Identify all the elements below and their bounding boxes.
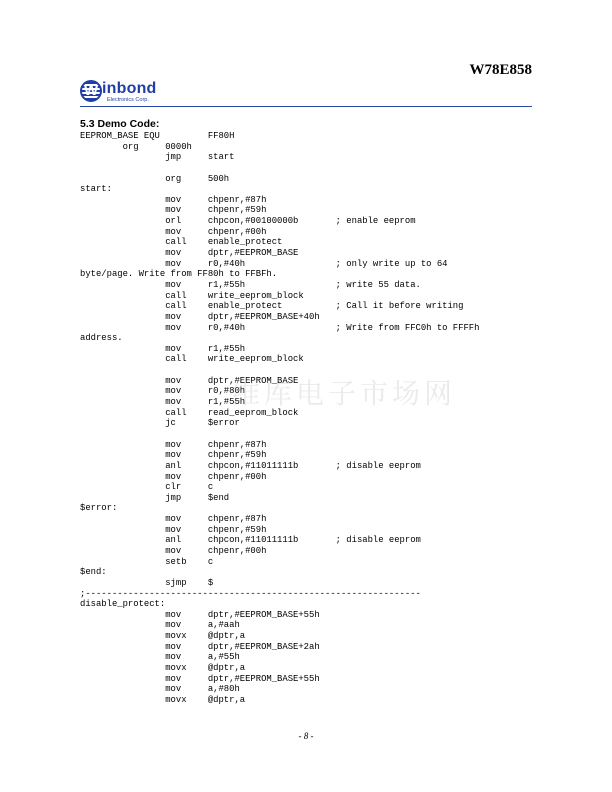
code-line: mov dptr,#EEPROM_BASE+40h xyxy=(80,311,320,322)
section-heading: 5.3 Demo Code: xyxy=(80,118,160,130)
code-line: call read_eeprom_block xyxy=(80,407,299,418)
code-line: byte/page. Write from FF80h to FFBFh. xyxy=(80,269,278,280)
logo-letter: W xyxy=(84,82,99,99)
code-line: anl chpcon,#11011111b ; disable eeprom xyxy=(80,460,421,471)
code-line: $error: xyxy=(80,503,118,514)
code-line: $end: xyxy=(80,567,107,578)
code-line: mov r1,#55h xyxy=(80,397,246,408)
code-line: movx @dptr,a xyxy=(80,694,246,705)
code-line: anl chpcon,#11011111b ; disable eeprom xyxy=(80,535,421,546)
code-line: mov r1,#55h xyxy=(80,343,246,354)
code-line: mov dptr,#EEPROM_BASE+2ah xyxy=(80,641,320,652)
code-line: mov dptr,#EEPROM_BASE+55h xyxy=(80,609,320,620)
page-number: - 8 - xyxy=(298,731,314,741)
code-line: setb c xyxy=(80,556,214,567)
code-line: org 0000h xyxy=(80,141,192,152)
code-line: mov chpenr,#87h xyxy=(80,194,267,205)
code-line: ;--------------------------------------------------------------- xyxy=(80,588,421,599)
code-line: mov r0,#40h ; only write up to 64 xyxy=(80,258,448,269)
code-line: orl chpcon,#00100000b ; enable eeprom xyxy=(80,216,416,227)
logo-wordmark: inbond xyxy=(102,80,157,97)
code-line xyxy=(80,163,550,174)
code-line: mov a,#80h xyxy=(80,684,240,695)
code-line: movx @dptr,a xyxy=(80,631,246,642)
code-listing xyxy=(80,131,550,706)
code-line: mov r1,#55h ; write 55 data. xyxy=(80,279,421,290)
code-line: jc $error xyxy=(80,418,240,429)
code-line: mov a,#55h xyxy=(80,652,240,663)
code-line: mov a,#aah xyxy=(80,620,240,631)
header-divider xyxy=(80,106,532,107)
code-line: call write_eeprom_block xyxy=(80,290,304,301)
code-line: start: xyxy=(80,184,112,195)
code-line: address. xyxy=(80,333,123,344)
code-line: call enable_protect ; Call it before writing xyxy=(80,301,464,312)
code-line: mov dptr,#EEPROM_BASE xyxy=(80,375,299,386)
code-line: mov dptr,#EEPROM_BASE xyxy=(80,248,299,259)
code-line: mov chpenr,#59h xyxy=(80,205,267,216)
code-line: org 500h xyxy=(80,173,230,184)
code-line: mov chpenr,#87h xyxy=(80,439,267,450)
code-line: call write_eeprom_block xyxy=(80,354,304,365)
logo-subtitle: Electronics Corp. xyxy=(107,97,149,103)
code-line: sjmp $ xyxy=(80,577,214,588)
code-line: clr c xyxy=(80,482,214,493)
document-title: W78E858 xyxy=(469,62,532,78)
code-line: mov chpenr,#59h xyxy=(80,524,267,535)
winbond-logo xyxy=(80,80,172,106)
code-line: movx @dptr,a xyxy=(80,663,246,674)
code-line: mov chpenr,#00h xyxy=(80,545,267,556)
code-line: mov chpenr,#00h xyxy=(80,471,267,482)
code-line: mov chpenr,#59h xyxy=(80,450,267,461)
code-line: call enable_protect xyxy=(80,237,283,248)
code-line: mov chpenr,#87h xyxy=(80,514,267,525)
code-line: mov chpenr,#00h xyxy=(80,226,267,237)
code-line: EEPROM_BASE EQU FF80H xyxy=(80,131,235,141)
code-line: jmp start xyxy=(80,152,235,163)
code-line: mov r0,#40h ; Write from FFC0h to FFFFh xyxy=(80,322,480,333)
code-line: jmp $end xyxy=(80,492,230,503)
code-line: mov r0,#80h xyxy=(80,386,246,397)
watermark: 维库电子市场网 xyxy=(232,377,457,410)
code-line xyxy=(80,429,550,440)
code-line: disable_protect: xyxy=(80,599,166,610)
code-line: mov dptr,#EEPROM_BASE+55h xyxy=(80,673,320,684)
